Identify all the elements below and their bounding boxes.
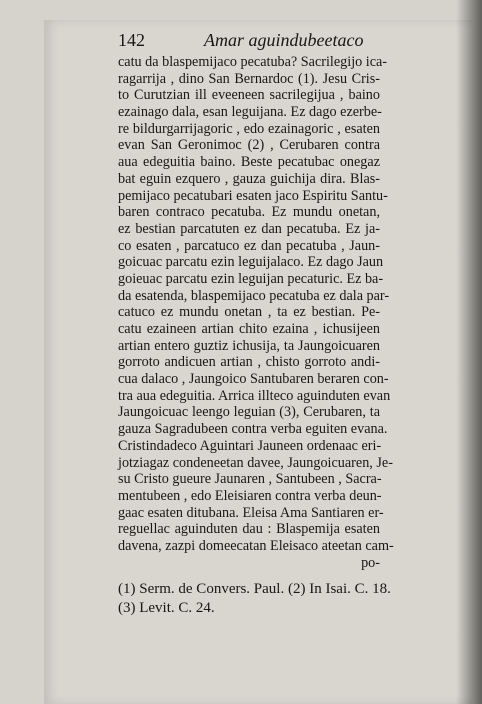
text-line: da esatenda, blaspemijaco pecatuba ez dala par- <box>118 287 390 304</box>
text-line: Cristindadeco Aguintari Jauneen ordenaac eri- <box>118 437 382 454</box>
page-header <box>118 30 380 56</box>
catchword: po- <box>361 554 380 571</box>
text-line: catuco ez mundu onetan , ta ez bestian. Pe- <box>118 304 380 321</box>
text-line: gorroto andicuen artian , chisto gorroto andi- <box>118 354 380 371</box>
text-line: ezainago dala, esan leguijana. Ez dago ezerbe- <box>118 104 382 121</box>
text-line: pemijaco pecatubari esaten jaco Espiritu Santu- <box>118 187 388 204</box>
text-line: baren contraco pecatuba. Ez mundu onetan, <box>118 204 380 221</box>
text-line: Jaungoicuac leengo leguian (3), Cerubaren, ta <box>118 404 380 421</box>
running-title: Amar aguindubeetaco <box>204 30 364 50</box>
text-line: ragarrija , dino San Bernardoc (1). Jesu Cris- <box>118 70 380 87</box>
text-line: goicuac parcatu ezin leguijalaco. Ez dago Jaun <box>118 254 384 271</box>
text-line: reguellac aguinduten dau : Blaspemija esaten <box>118 521 380 538</box>
text-line: davena, zazpi domeecatan Eleisaco ateetan cam- <box>118 537 394 554</box>
footnotes <box>118 580 391 618</box>
text-line: artian entero guztiz ichusija, ta Jaungoicuaren <box>118 337 380 354</box>
text-line: tra aua edeguitia. Arrica illteco aguinduten evan <box>118 387 391 404</box>
text-line: gaac esaten ditubana. Eleisa Ama Santiaren er- <box>118 504 384 521</box>
page-number: 142 <box>118 30 145 50</box>
footnote-line: (1) Serm. de Convers. Paul. (2) In Isai. C. 18. <box>118 581 391 597</box>
text-line: goieuac parcatu ezin leguijan pecaturic. Ez ba- <box>118 270 384 287</box>
text-line: bat eguin ezquero , gauza guichija dira. Blas- <box>118 170 380 187</box>
text-line: gauza Sagradubeen contra verba eguiten evana. <box>118 421 388 438</box>
text-line: to Curutzian ill eveeneen sacrilegijua , baino <box>118 87 380 104</box>
text-line: su Cristo gueure Jaunaren , Santubeen , Sacra- <box>118 471 382 488</box>
text-line: ez bestian parcatuten ez dan pecatuba. Ez ja- <box>118 220 380 237</box>
binding-shadow <box>456 0 482 704</box>
text-line: aua edeguitia baino. Beste pecatubac onegaz <box>118 154 380 171</box>
text-line: evan San Geronimoc (2) , Cerubaren contra <box>118 137 380 154</box>
text-line: jotziagaz condeneetan davee, Jaungoicuaren, Je- <box>118 454 393 471</box>
text-line: catu da blaspemijaco pecatuba? Sacrilegijo ica- <box>118 54 388 70</box>
text-line: cua dalaco , Jaungoico Santubaren beraren con- <box>118 371 389 388</box>
text-line: co esaten , parcatuco ez dan pecatuba , Jaun- <box>118 237 380 254</box>
body-text <box>118 54 394 571</box>
text-line: catu ezaineen artian chito ezaina , ichusijeen <box>118 321 380 337</box>
text-line: re bildurgarrijagoric , edo ezainagoric , esaten <box>118 120 380 137</box>
text-line: mentubeen , edo Eleisiaren contra verba deun- <box>118 487 382 504</box>
footnote-line: (3) Levit. C. 24. <box>118 600 215 616</box>
